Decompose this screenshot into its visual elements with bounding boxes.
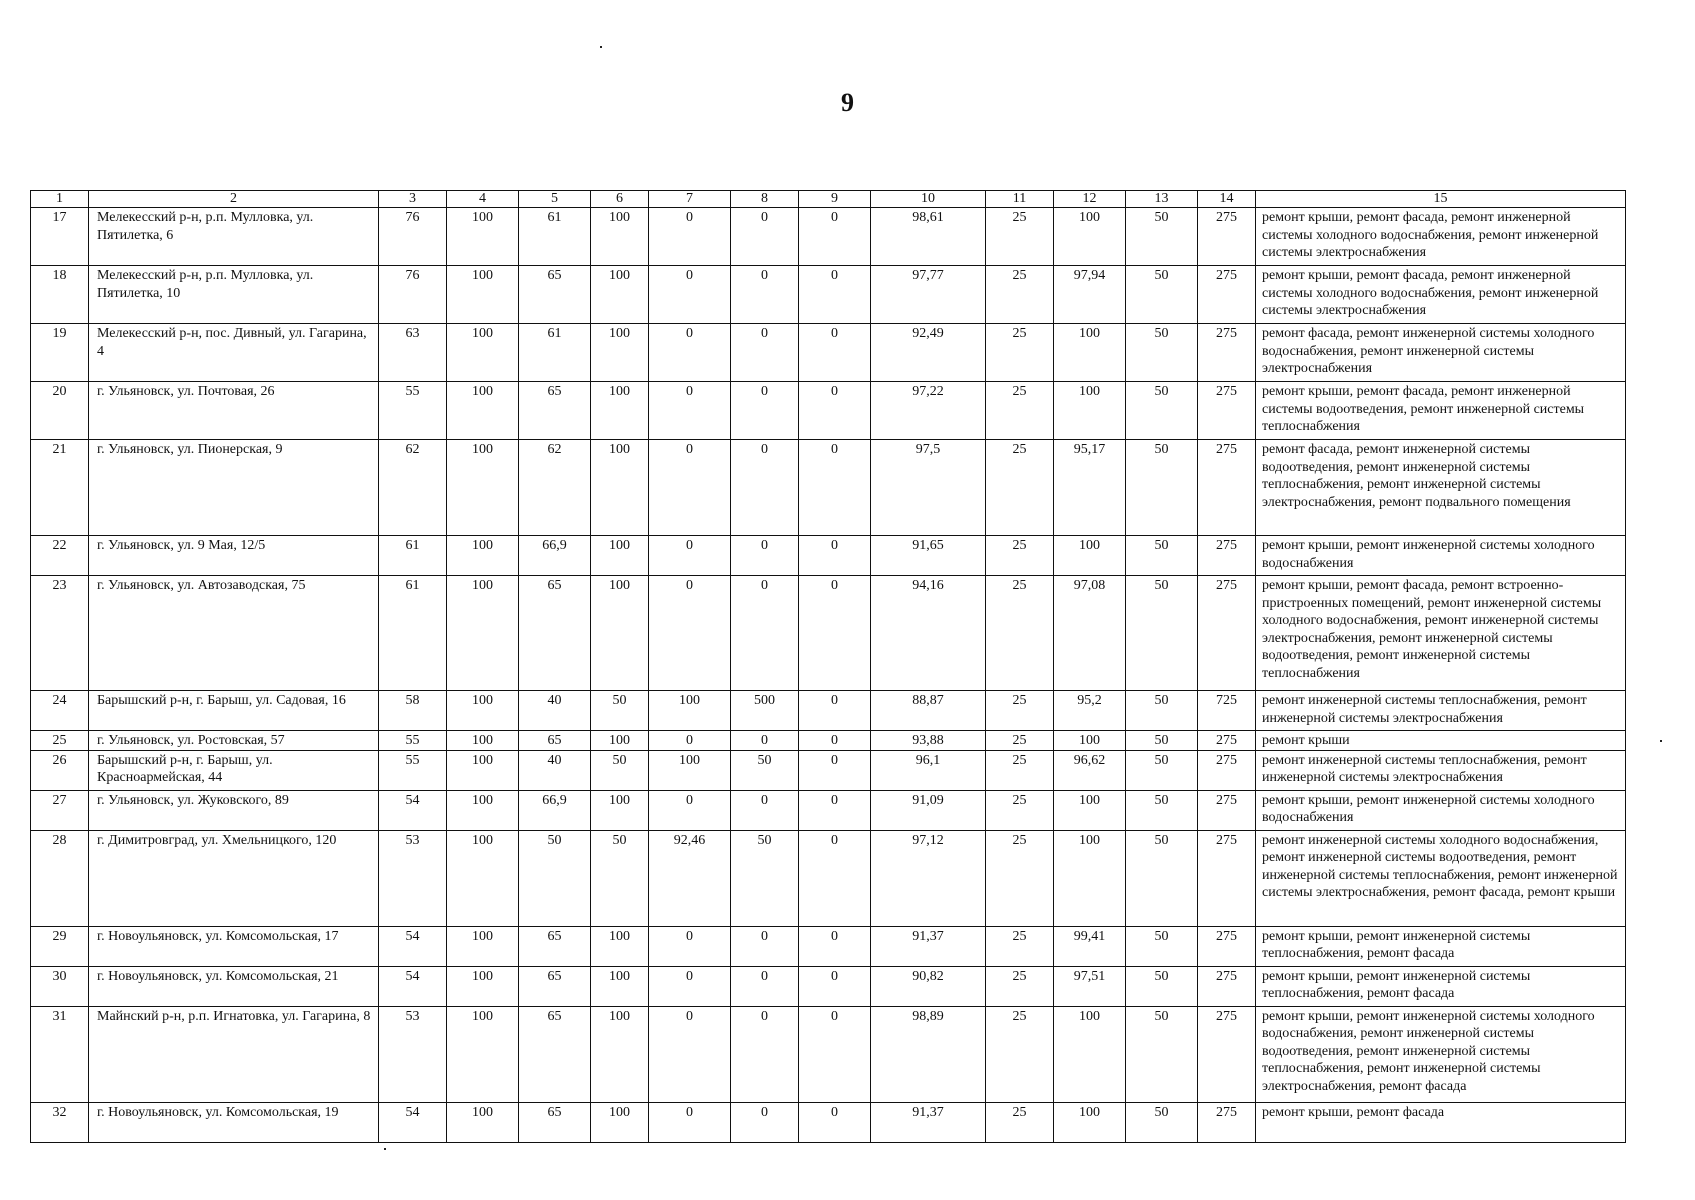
value-cell: 53 bbox=[379, 1006, 447, 1102]
value-cell: 25 bbox=[986, 1006, 1054, 1102]
address-cell: г. Ульяновск, ул. Пионерская, 9 bbox=[89, 440, 379, 536]
value-cell: 0 bbox=[799, 324, 871, 382]
value-cell: 91,65 bbox=[871, 536, 986, 576]
value-cell: 25 bbox=[986, 536, 1054, 576]
header-cell: 14 bbox=[1198, 191, 1256, 208]
value-cell: 0 bbox=[731, 966, 799, 1006]
row-number-cell: 18 bbox=[31, 266, 89, 324]
value-cell: 0 bbox=[799, 691, 871, 731]
value-cell: 65 bbox=[519, 966, 591, 1006]
row-number-cell: 27 bbox=[31, 790, 89, 830]
row-number-cell: 31 bbox=[31, 1006, 89, 1102]
header-cell: 8 bbox=[731, 191, 799, 208]
value-cell: 100 bbox=[1054, 1006, 1126, 1102]
value-cell: 0 bbox=[799, 830, 871, 926]
works-cell: ремонт крыши, ремонт фасада bbox=[1256, 1102, 1626, 1142]
value-cell: 25 bbox=[986, 750, 1054, 790]
value-cell: 100 bbox=[591, 731, 649, 751]
table-row bbox=[31, 266, 1626, 324]
works-cell: ремонт инженерной системы холодного водоснабжения, ремонт инженерной системы водоотведения, ремонт инженерной системы теплоснабжения, ремонт инженерной системы электроснабжения, ремонт фасада, ремонт крыши bbox=[1256, 830, 1626, 926]
works-cell: ремонт крыши, ремонт фасада, ремонт инженерной системы холодного водоснабжения, ремонт инженерной системы электроснабжения bbox=[1256, 208, 1626, 266]
table-row bbox=[31, 208, 1626, 266]
value-cell: 0 bbox=[731, 1102, 799, 1142]
value-cell: 100 bbox=[591, 266, 649, 324]
value-cell: 50 bbox=[1126, 440, 1198, 536]
header-cell: 9 bbox=[799, 191, 871, 208]
table-row bbox=[31, 382, 1626, 440]
repair-table bbox=[30, 190, 1626, 1143]
table-row bbox=[31, 731, 1626, 751]
value-cell: 100 bbox=[1054, 790, 1126, 830]
value-cell: 25 bbox=[986, 208, 1054, 266]
value-cell: 100 bbox=[591, 966, 649, 1006]
value-cell: 50 bbox=[1126, 830, 1198, 926]
value-cell: 61 bbox=[519, 324, 591, 382]
works-cell: ремонт крыши, ремонт фасада, ремонт инженерной системы водоотведения, ремонт инженерной системы теплоснабжения bbox=[1256, 382, 1626, 440]
value-cell: 50 bbox=[591, 691, 649, 731]
value-cell: 50 bbox=[1126, 790, 1198, 830]
value-cell: 93,88 bbox=[871, 731, 986, 751]
value-cell: 0 bbox=[731, 1006, 799, 1102]
value-cell: 65 bbox=[519, 576, 591, 691]
value-cell: 53 bbox=[379, 830, 447, 926]
works-cell: ремонт крыши bbox=[1256, 731, 1626, 751]
value-cell: 25 bbox=[986, 1102, 1054, 1142]
value-cell: 50 bbox=[1126, 324, 1198, 382]
row-number-cell: 32 bbox=[31, 1102, 89, 1142]
value-cell: 100 bbox=[591, 576, 649, 691]
value-cell: 0 bbox=[649, 1102, 731, 1142]
value-cell: 25 bbox=[986, 324, 1054, 382]
value-cell: 0 bbox=[731, 208, 799, 266]
value-cell: 275 bbox=[1198, 324, 1256, 382]
value-cell: 90,82 bbox=[871, 966, 986, 1006]
value-cell: 99,41 bbox=[1054, 926, 1126, 966]
works-cell: ремонт инженерной системы теплоснабжения, ремонт инженерной системы электроснабжения bbox=[1256, 750, 1626, 790]
value-cell: 95,17 bbox=[1054, 440, 1126, 536]
value-cell: 100 bbox=[591, 1102, 649, 1142]
value-cell: 275 bbox=[1198, 830, 1256, 926]
value-cell: 40 bbox=[519, 691, 591, 731]
table-body bbox=[31, 208, 1626, 1143]
value-cell: 62 bbox=[519, 440, 591, 536]
value-cell: 50 bbox=[731, 830, 799, 926]
value-cell: 50 bbox=[1126, 1102, 1198, 1142]
header-cell: 7 bbox=[649, 191, 731, 208]
value-cell: 275 bbox=[1198, 208, 1256, 266]
value-cell: 97,77 bbox=[871, 266, 986, 324]
value-cell: 0 bbox=[731, 536, 799, 576]
value-cell: 65 bbox=[519, 382, 591, 440]
value-cell: 100 bbox=[447, 208, 519, 266]
value-cell: 100 bbox=[447, 382, 519, 440]
value-cell: 55 bbox=[379, 750, 447, 790]
value-cell: 0 bbox=[649, 536, 731, 576]
value-cell: 0 bbox=[731, 266, 799, 324]
value-cell: 40 bbox=[519, 750, 591, 790]
value-cell: 0 bbox=[799, 536, 871, 576]
table-row bbox=[31, 691, 1626, 731]
table-row bbox=[31, 324, 1626, 382]
value-cell: 275 bbox=[1198, 382, 1256, 440]
value-cell: 50 bbox=[1126, 926, 1198, 966]
row-number-cell: 26 bbox=[31, 750, 89, 790]
works-cell: ремонт инженерной системы теплоснабжения, ремонт инженерной системы электроснабжения bbox=[1256, 691, 1626, 731]
value-cell: 54 bbox=[379, 926, 447, 966]
value-cell: 100 bbox=[591, 440, 649, 536]
row-number-cell: 20 bbox=[31, 382, 89, 440]
row-number-cell: 19 bbox=[31, 324, 89, 382]
value-cell: 0 bbox=[731, 440, 799, 536]
value-cell: 100 bbox=[1054, 324, 1126, 382]
value-cell: 54 bbox=[379, 790, 447, 830]
header-cell: 15 bbox=[1256, 191, 1626, 208]
address-cell: г. Новоульяновск, ул. Комсомольская, 19 bbox=[89, 1102, 379, 1142]
value-cell: 96,1 bbox=[871, 750, 986, 790]
row-number-cell: 23 bbox=[31, 576, 89, 691]
value-cell: 275 bbox=[1198, 1102, 1256, 1142]
header-cell: 11 bbox=[986, 191, 1054, 208]
value-cell: 275 bbox=[1198, 790, 1256, 830]
value-cell: 92,46 bbox=[649, 830, 731, 926]
value-cell: 55 bbox=[379, 382, 447, 440]
value-cell: 91,09 bbox=[871, 790, 986, 830]
address-cell: Мелекесский р-н, р.п. Мулловка, ул. Пятилетка, 6 bbox=[89, 208, 379, 266]
value-cell: 275 bbox=[1198, 750, 1256, 790]
value-cell: 50 bbox=[1126, 1006, 1198, 1102]
value-cell: 25 bbox=[986, 966, 1054, 1006]
value-cell: 98,61 bbox=[871, 208, 986, 266]
header-row bbox=[31, 191, 1626, 208]
address-cell: г. Димитровград, ул. Хмельницкого, 120 bbox=[89, 830, 379, 926]
value-cell: 65 bbox=[519, 266, 591, 324]
value-cell: 25 bbox=[986, 382, 1054, 440]
table-row bbox=[31, 1102, 1626, 1142]
value-cell: 25 bbox=[986, 440, 1054, 536]
header-cell: 4 bbox=[447, 191, 519, 208]
value-cell: 0 bbox=[799, 208, 871, 266]
value-cell: 50 bbox=[731, 750, 799, 790]
value-cell: 0 bbox=[649, 382, 731, 440]
value-cell: 100 bbox=[447, 790, 519, 830]
data-table bbox=[30, 190, 1626, 1143]
header-cell: 1 bbox=[31, 191, 89, 208]
works-cell: ремонт крыши, ремонт инженерной системы теплоснабжения, ремонт фасада bbox=[1256, 926, 1626, 966]
value-cell: 66,9 bbox=[519, 536, 591, 576]
address-cell: Мелекесский р-н, пос. Дивный, ул. Гагарина, 4 bbox=[89, 324, 379, 382]
value-cell: 100 bbox=[1054, 830, 1126, 926]
value-cell: 66,9 bbox=[519, 790, 591, 830]
value-cell: 0 bbox=[649, 1006, 731, 1102]
works-cell: ремонт крыши, ремонт инженерной системы холодного водоснабжения, ремонт инженерной системы водоотведения, ремонт инженерной системы теплоснабжения, ремонт инженерной системы электроснабжения, ремонт фасада bbox=[1256, 1006, 1626, 1102]
value-cell: 0 bbox=[649, 926, 731, 966]
value-cell: 275 bbox=[1198, 266, 1256, 324]
header-cell: 5 bbox=[519, 191, 591, 208]
address-cell: г. Ульяновск, ул. Автозаводская, 75 bbox=[89, 576, 379, 691]
value-cell: 0 bbox=[799, 266, 871, 324]
value-cell: 65 bbox=[519, 1006, 591, 1102]
table-row bbox=[31, 440, 1626, 536]
value-cell: 98,89 bbox=[871, 1006, 986, 1102]
row-number-cell: 24 bbox=[31, 691, 89, 731]
value-cell: 100 bbox=[447, 966, 519, 1006]
value-cell: 100 bbox=[447, 691, 519, 731]
header-cell: 6 bbox=[591, 191, 649, 208]
table-row bbox=[31, 830, 1626, 926]
header-cell: 12 bbox=[1054, 191, 1126, 208]
address-cell: г. Ульяновск, ул. 9 Мая, 12/5 bbox=[89, 536, 379, 576]
scan-speck bbox=[1660, 740, 1662, 742]
value-cell: 61 bbox=[379, 576, 447, 691]
value-cell: 100 bbox=[591, 324, 649, 382]
value-cell: 50 bbox=[519, 830, 591, 926]
works-cell: ремонт крыши, ремонт инженерной системы холодного водоснабжения bbox=[1256, 790, 1626, 830]
address-cell: г. Ульяновск, ул. Почтовая, 26 bbox=[89, 382, 379, 440]
value-cell: 97,5 bbox=[871, 440, 986, 536]
value-cell: 97,22 bbox=[871, 382, 986, 440]
table-row bbox=[31, 1006, 1626, 1102]
value-cell: 275 bbox=[1198, 926, 1256, 966]
value-cell: 100 bbox=[591, 790, 649, 830]
value-cell: 100 bbox=[447, 830, 519, 926]
value-cell: 58 bbox=[379, 691, 447, 731]
value-cell: 97,94 bbox=[1054, 266, 1126, 324]
header-cell: 3 bbox=[379, 191, 447, 208]
value-cell: 275 bbox=[1198, 1006, 1256, 1102]
value-cell: 50 bbox=[1126, 382, 1198, 440]
table-row bbox=[31, 750, 1626, 790]
value-cell: 100 bbox=[447, 731, 519, 751]
table-row bbox=[31, 926, 1626, 966]
value-cell: 97,51 bbox=[1054, 966, 1126, 1006]
value-cell: 25 bbox=[986, 731, 1054, 751]
value-cell: 50 bbox=[591, 830, 649, 926]
value-cell: 61 bbox=[519, 208, 591, 266]
value-cell: 50 bbox=[1126, 691, 1198, 731]
value-cell: 100 bbox=[447, 266, 519, 324]
works-cell: ремонт крыши, ремонт инженерной системы теплоснабжения, ремонт фасада bbox=[1256, 966, 1626, 1006]
value-cell: 100 bbox=[649, 691, 731, 731]
value-cell: 54 bbox=[379, 1102, 447, 1142]
address-cell: г. Ульяновск, ул. Ростовская, 57 bbox=[89, 731, 379, 751]
scan-speck bbox=[384, 1148, 386, 1150]
address-cell: Мелекесский р-н, р.п. Мулловка, ул. Пятилетка, 10 bbox=[89, 266, 379, 324]
value-cell: 0 bbox=[649, 790, 731, 830]
row-number-cell: 30 bbox=[31, 966, 89, 1006]
value-cell: 97,08 bbox=[1054, 576, 1126, 691]
value-cell: 100 bbox=[591, 208, 649, 266]
value-cell: 50 bbox=[1126, 750, 1198, 790]
value-cell: 100 bbox=[591, 1006, 649, 1102]
row-number-cell: 17 bbox=[31, 208, 89, 266]
value-cell: 50 bbox=[591, 750, 649, 790]
value-cell: 0 bbox=[731, 926, 799, 966]
value-cell: 0 bbox=[731, 382, 799, 440]
row-number-cell: 21 bbox=[31, 440, 89, 536]
value-cell: 55 bbox=[379, 731, 447, 751]
table-row bbox=[31, 536, 1626, 576]
address-cell: Барышский р-н, г. Барыш, ул. Красноармейская, 44 bbox=[89, 750, 379, 790]
value-cell: 100 bbox=[447, 750, 519, 790]
value-cell: 76 bbox=[379, 208, 447, 266]
value-cell: 62 bbox=[379, 440, 447, 536]
value-cell: 92,49 bbox=[871, 324, 986, 382]
value-cell: 275 bbox=[1198, 440, 1256, 536]
value-cell: 54 bbox=[379, 966, 447, 1006]
value-cell: 25 bbox=[986, 830, 1054, 926]
value-cell: 63 bbox=[379, 324, 447, 382]
value-cell: 25 bbox=[986, 691, 1054, 731]
value-cell: 65 bbox=[519, 731, 591, 751]
value-cell: 76 bbox=[379, 266, 447, 324]
value-cell: 0 bbox=[799, 576, 871, 691]
value-cell: 100 bbox=[447, 440, 519, 536]
address-cell: г. Ульяновск, ул. Жуковского, 89 bbox=[89, 790, 379, 830]
value-cell: 25 bbox=[986, 790, 1054, 830]
value-cell: 50 bbox=[1126, 208, 1198, 266]
value-cell: 50 bbox=[1126, 576, 1198, 691]
value-cell: 50 bbox=[1126, 536, 1198, 576]
table-row bbox=[31, 966, 1626, 1006]
value-cell: 275 bbox=[1198, 536, 1256, 576]
table-row bbox=[31, 790, 1626, 830]
value-cell: 0 bbox=[799, 1006, 871, 1102]
value-cell: 94,16 bbox=[871, 576, 986, 691]
value-cell: 0 bbox=[649, 440, 731, 536]
works-cell: ремонт крыши, ремонт инженерной системы холодного водоснабжения bbox=[1256, 536, 1626, 576]
value-cell: 0 bbox=[649, 966, 731, 1006]
header-cell: 13 bbox=[1126, 191, 1198, 208]
value-cell: 96,62 bbox=[1054, 750, 1126, 790]
value-cell: 100 bbox=[447, 324, 519, 382]
value-cell: 88,87 bbox=[871, 691, 986, 731]
value-cell: 25 bbox=[986, 266, 1054, 324]
value-cell: 91,37 bbox=[871, 1102, 986, 1142]
value-cell: 0 bbox=[799, 731, 871, 751]
works-cell: ремонт крыши, ремонт фасада, ремонт инженерной системы холодного водоснабжения, ремонт инженерной системы электроснабжения bbox=[1256, 266, 1626, 324]
value-cell: 100 bbox=[447, 1102, 519, 1142]
header-cell: 2 bbox=[89, 191, 379, 208]
value-cell: 0 bbox=[649, 576, 731, 691]
value-cell: 0 bbox=[799, 966, 871, 1006]
value-cell: 65 bbox=[519, 926, 591, 966]
value-cell: 0 bbox=[799, 440, 871, 536]
value-cell: 0 bbox=[731, 790, 799, 830]
value-cell: 0 bbox=[799, 926, 871, 966]
value-cell: 0 bbox=[731, 731, 799, 751]
value-cell: 100 bbox=[591, 926, 649, 966]
value-cell: 65 bbox=[519, 1102, 591, 1142]
value-cell: 0 bbox=[649, 324, 731, 382]
address-cell: г. Новоульяновск, ул. Комсомольская, 17 bbox=[89, 926, 379, 966]
value-cell: 95,2 bbox=[1054, 691, 1126, 731]
value-cell: 100 bbox=[447, 576, 519, 691]
value-cell: 50 bbox=[1126, 731, 1198, 751]
value-cell: 97,12 bbox=[871, 830, 986, 926]
value-cell: 100 bbox=[1054, 382, 1126, 440]
value-cell: 100 bbox=[649, 750, 731, 790]
value-cell: 50 bbox=[1126, 966, 1198, 1006]
value-cell: 25 bbox=[986, 926, 1054, 966]
works-cell: ремонт фасада, ремонт инженерной системы водоотведения, ремонт инженерной системы теплоснабжения, ремонт инженерной системы электроснабжения, ремонт подвального помещения bbox=[1256, 440, 1626, 536]
works-cell: ремонт крыши, ремонт фасада, ремонт встроенно-пристроенных помещений, ремонт инженерной системы холодного водоснабжения, ремонт инженерной системы электроснабжения, ремонт инженерной системы водоотведения, ремонт инженерной системы теплоснабжения bbox=[1256, 576, 1626, 691]
value-cell: 500 bbox=[731, 691, 799, 731]
value-cell: 100 bbox=[1054, 1102, 1126, 1142]
address-cell: г. Новоульяновск, ул. Комсомольская, 21 bbox=[89, 966, 379, 1006]
value-cell: 100 bbox=[447, 1006, 519, 1102]
value-cell: 0 bbox=[649, 266, 731, 324]
row-number-cell: 29 bbox=[31, 926, 89, 966]
scan-speck bbox=[600, 46, 602, 48]
value-cell: 100 bbox=[591, 536, 649, 576]
value-cell: 0 bbox=[799, 382, 871, 440]
value-cell: 100 bbox=[1054, 208, 1126, 266]
value-cell: 275 bbox=[1198, 966, 1256, 1006]
value-cell: 0 bbox=[799, 750, 871, 790]
value-cell: 100 bbox=[1054, 536, 1126, 576]
value-cell: 0 bbox=[649, 731, 731, 751]
row-number-cell: 25 bbox=[31, 731, 89, 751]
value-cell: 725 bbox=[1198, 691, 1256, 731]
header-cell: 10 bbox=[871, 191, 986, 208]
value-cell: 0 bbox=[731, 324, 799, 382]
address-cell: Майнский р-н, р.п. Игнатовка, ул. Гагарина, 8 bbox=[89, 1006, 379, 1102]
table-row bbox=[31, 576, 1626, 691]
value-cell: 25 bbox=[986, 576, 1054, 691]
value-cell: 50 bbox=[1126, 266, 1198, 324]
value-cell: 0 bbox=[799, 790, 871, 830]
value-cell: 0 bbox=[799, 1102, 871, 1142]
row-number-cell: 22 bbox=[31, 536, 89, 576]
value-cell: 0 bbox=[731, 576, 799, 691]
value-cell: 275 bbox=[1198, 576, 1256, 691]
value-cell: 91,37 bbox=[871, 926, 986, 966]
value-cell: 100 bbox=[447, 536, 519, 576]
row-number-cell: 28 bbox=[31, 830, 89, 926]
address-cell: Барышский р-н, г. Барыш, ул. Садовая, 16 bbox=[89, 691, 379, 731]
value-cell: 61 bbox=[379, 536, 447, 576]
value-cell: 100 bbox=[591, 382, 649, 440]
value-cell: 100 bbox=[1054, 731, 1126, 751]
value-cell: 275 bbox=[1198, 731, 1256, 751]
value-cell: 100 bbox=[447, 926, 519, 966]
works-cell: ремонт фасада, ремонт инженерной системы холодного водоснабжения, ремонт инженерной системы электроснабжения bbox=[1256, 324, 1626, 382]
value-cell: 0 bbox=[649, 208, 731, 266]
page-number: 9 bbox=[841, 88, 854, 117]
